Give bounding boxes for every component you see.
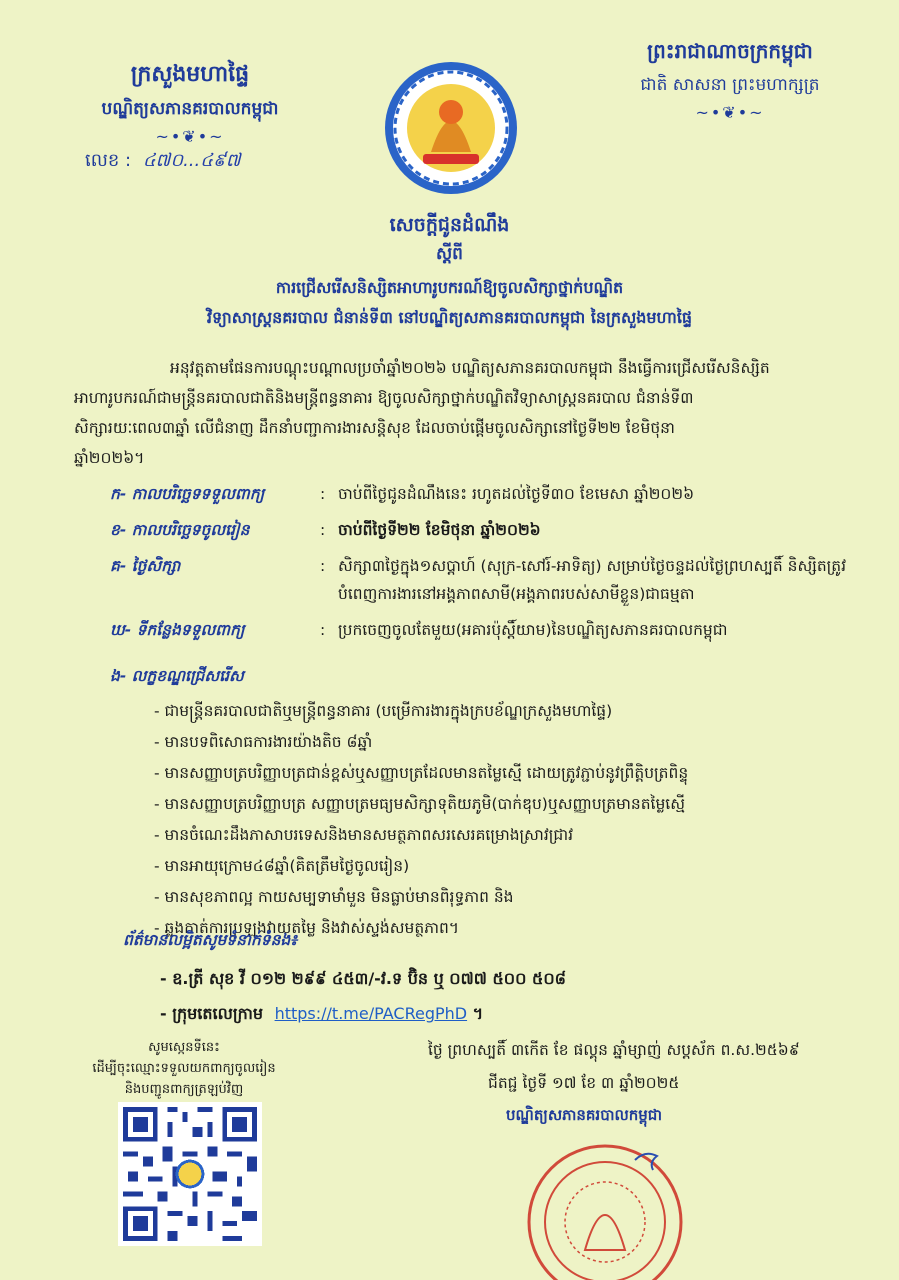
qr-instructions [84, 1037, 284, 1100]
detail-row: គ- ថ្ងៃសិក្សា : សិក្សា៣ថ្ងៃក្នុង១សប្ដាហ៍ (សុក្រ-សៅរ៍-អាទិត្យ) សម្រាប់ថ្ងៃចន្ទដល់ថ្ងៃព្រហស្បតិ៍ និស្សិតត្រូវបំពេញការងារនៅអង្គភាពសាមី(អង្គភាពរបស់សាមីខ្លួន)ជាធម្មតា [110, 552, 870, 608]
detail-key: ឃ- ទីកន្លែងទទួលពាក្យ [110, 621, 245, 639]
academy-logo [383, 60, 519, 196]
left-ornament: ~•❦•~ [155, 127, 225, 146]
title-about: ស្ដីពី [436, 244, 463, 264]
document-title: សេចក្ដីជូនដំណឹង [389, 214, 510, 236]
criteria-list [154, 696, 874, 944]
detail-value: សិក្សា៣ថ្ងៃក្នុង១សប្ដាហ៍ (សុក្រ-សៅរ៍-អាទិត្យ) សម្រាប់ថ្ងៃចន្ទដល់ថ្ងៃព្រហស្បតិ៍ និស្សិតត្រូវបំពេញការងារនៅអង្គភាពសាមី(អង្គភាពរបស់សាមីខ្លួន)ជាធម្មតា [338, 557, 847, 603]
ministry-name: ក្រសួងមហាផ្ទៃ [130, 62, 250, 87]
detail-row: ឃ- ទីកន្លែងទទួលពាក្យ : ប្រកចេញចូលតែមួយ(អគារប៉ុស្តិ៍យាម)នៃបណ្ឌិត្យសភានគរបាលកម្ពុជា [110, 616, 870, 644]
criteria-item: - មានសញ្ញាបត្របរិញ្ញាបត្រជាន់ខ្ពស់ឬសញ្ញាបត្រដែលមានតម្លៃស្មើ ដោយត្រូវភ្ជាប់នូវព្រឹត្តិបត្រពិន្ទុ [154, 764, 689, 782]
telegram-row [160, 1003, 483, 1027]
criteria-item: - ជាមន្ត្រីនគរបាលជាតិឬមន្ត្រីពន្ធនាគារ (បម្រើការងារក្នុងក្របខ័ណ្ឌក្រសួងមហាផ្ទៃ) [154, 702, 613, 720]
title-subject-2: វិទ្យាសាស្ត្រនគរបាល ជំនាន់ទី៣ នៅបណ្ឌិត្យសភានគរបាលកម្ពុជា នៃក្រសួងមហាផ្ទៃ [206, 308, 693, 327]
reference-number [85, 148, 241, 175]
details-list [110, 480, 870, 652]
contact-heading: ព័ត៌មានលម្អិតសូមទំនាក់ទំនង៖ [123, 931, 298, 949]
detail-row: ខ- កាលបរិច្ឆេទចូលរៀន : ចាប់ពីថ្ងៃទី២២ ខែមិថុនា ឆ្នាំ២០២៦ [110, 516, 870, 544]
contact-phone: - ឧ.ត្រី សុខ វី ០១២ ២៩៩ ៤៥៣/-វ.ទ ប៊ិន ឬ ០៧៧ ៥០០ ៥០៨ [160, 969, 566, 988]
criteria-item: - មានអាយុក្រោម៤៨ឆ្នាំ(គិតត្រឹមថ្ងៃចូលរៀន) [154, 857, 410, 875]
qr-text-line: និងបញ្ជូនពាក្យត្រឡប់វិញ [124, 1082, 244, 1097]
criteria-item: - មានចំណេះដឹងភាសាបរទេសនិងមានសមត្ថភាពសរសេរគម្រោងស្រាវជ្រាវ [154, 826, 574, 844]
intro-line: សិក្សារយៈពេល៣ឆ្នាំ លើជំនាញ ដឹកនាំបញ្ជាការងារសន្តិសុខ ដែលចាប់ផ្ដើមចូលសិក្សានៅថ្ងៃទី២២ ខែមិថុនា [74, 419, 675, 437]
detail-value: ចាប់ពីថ្ងៃជូនដំណឹងនេះ រហូតដល់ថ្ងៃទី៣០ ខែមេសា ឆ្នាំ២០២៦ [338, 485, 695, 503]
title-subject-1: ការជ្រើសរើសនិស្សិតអាហារូបករណ៍ឱ្យចូលសិក្សាថ្នាក់បណ្ឌិត [275, 278, 624, 297]
criteria-item: - មានបទពិសោធការងារយ៉ាងតិច ៨ឆ្នាំ [154, 733, 373, 751]
ref-label: លេខ : [85, 150, 132, 171]
lunar-date: ថ្ងៃ ព្រហស្បតិ៍ ៣កើត ខែ ផល្គុន ឆ្នាំម្សាញ់ សប្តស័ក ព.ស.២៥៦៩ [428, 1041, 800, 1059]
official-seal [515, 1130, 695, 1280]
kingdom-name: ព្រះរាជាណាចក្រកម្ពុជា [647, 39, 813, 63]
telegram-end: ។ [472, 1004, 484, 1023]
ref-value: ៤៧០...៤៩៧ [142, 150, 241, 171]
signatory: បណ្ឌិត្យសភានគរបាលកម្ពុជា [506, 1106, 663, 1124]
qr-text-line: ដើម្បីចុះឈ្មោះទទួលយកពាក្យចូលរៀន [92, 1061, 276, 1076]
detail-key: ក- កាលបរិច្ឆេទទទួលពាក្យ [110, 485, 265, 503]
right-ornament: ~•❦•~ [695, 103, 765, 122]
detail-key: ខ- កាលបរិច្ឆេទចូលរៀន [110, 521, 250, 539]
kingdom-header [600, 38, 860, 122]
criteria-heading: ង- លក្ខខណ្ឌជ្រើសរើស [110, 667, 244, 685]
criteria-item: - មានសញ្ញាបត្របរិញ្ញាបត្រ សញ្ញាបត្រមធ្យមសិក្សាទុតិយភូមិ(បាក់ឌុប)ឬសញ្ញាបត្រមានតម្លៃស្មើ [154, 795, 685, 813]
intro-line: អាហារូបករណ៍ជាមន្ត្រីនគរបាលជាតិនិងមន្ត្រីពន្ធនាគារ ឱ្យចូលសិក្សាថ្នាក់បណ្ឌិតវិទ្យាសាស្ត្រនគរបាល ជំនាន់ទី៣ [74, 389, 694, 407]
detail-key: គ- ថ្ងៃសិក្សា [110, 557, 181, 575]
detail-row: ក- កាលបរិច្ឆេទទទួលពាក្យ : ចាប់ពីថ្ងៃជូនដំណឹងនេះ រហូតដល់ថ្ងៃទី៣០ ខែមេសា ឆ្នាំ២០២៦ [110, 480, 870, 508]
detail-value: ប្រកចេញចូលតែមួយ(អគារប៉ុស្តិ៍យាម)នៃបណ្ឌិត្យសភានគរបាលកម្ពុជា [338, 621, 728, 639]
telegram-link[interactable]: https://t.me/PACRegPhD [274, 1004, 468, 1023]
ministry-header [70, 60, 310, 146]
qr-text-line: សូមស្កេនទីនេះ [148, 1040, 220, 1055]
academy-name: បណ្ឌិត្យសភានគរបាលកម្ពុជា [101, 99, 279, 119]
detail-value: ចាប់ពីថ្ងៃទី២២ ខែមិថុនា ឆ្នាំ២០២៦ [338, 521, 541, 539]
national-motto: ជាតិ សាសនា ព្រះមហាក្សត្រ [640, 75, 820, 95]
criteria-item: - មានសុខភាពល្អ កាយសម្បទាមាំមួន មិនធ្លាប់មានពិរុទ្ធភាព និង [154, 888, 514, 906]
intro-line: ឆ្នាំ២០២៦។ [74, 449, 145, 467]
registration-qr-code[interactable] [118, 1102, 262, 1246]
telegram-label: - ក្រុមតេលេក្រាម [160, 1004, 263, 1023]
intro-paragraph [74, 353, 858, 473]
criteria-item: - ឆ្លងកាត់ការប្រឡងវាយតម្លៃ និងវាស់ស្ទង់សមត្ថភាព។ [154, 919, 460, 937]
solar-date: ជីតជ្ជ ថ្ងៃទី ១៧ ខែ ៣ ឆ្នាំ២០២៥ [488, 1074, 680, 1092]
intro-line: អនុវត្តតាមផែនការបណ្ដុះបណ្ដាលប្រចាំឆ្នាំ២០២៦ បណ្ឌិត្យសភានគរបាលកម្ពុជា នឹងធ្វើការជ្រើសរើសនិស្សិត [170, 359, 770, 377]
